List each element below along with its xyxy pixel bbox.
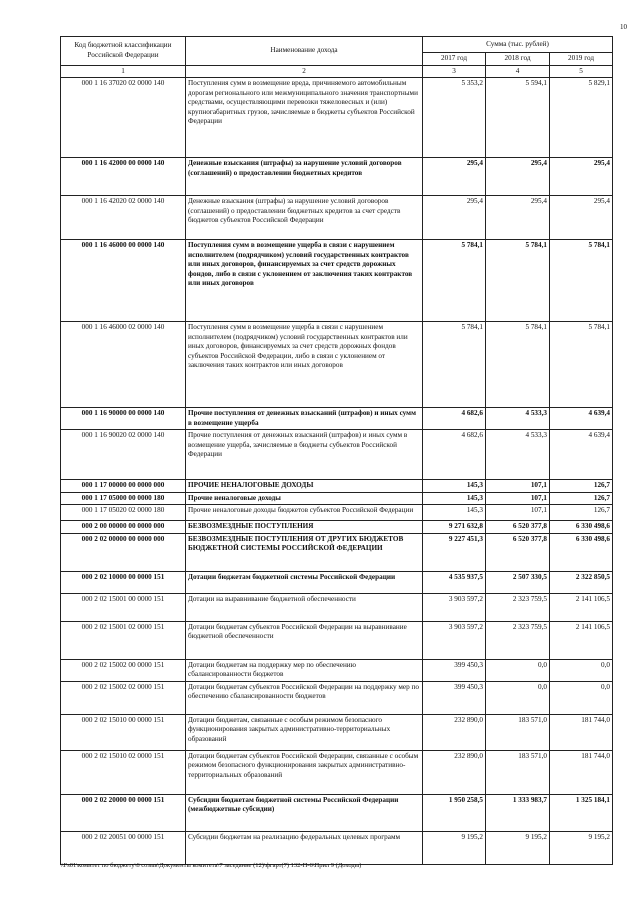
table-row (61, 158, 613, 196)
code-cell: 000 2 02 15001 02 0000 151 (61, 621, 186, 659)
col-number-4: 4 (486, 65, 550, 78)
code-cell: 000 2 02 15010 00 0000 151 (61, 714, 186, 750)
value-2018-cell: 5 594,1 (486, 78, 550, 158)
value-2017-cell: 9 271 632,8 (423, 521, 486, 534)
value-2018-cell: 107,1 (486, 505, 550, 521)
value-2017-cell: 3 903 597,2 (423, 593, 486, 621)
name-cell: Прочие неналоговые доходы (186, 492, 423, 505)
code-cell: 000 2 02 15010 02 0000 151 (61, 750, 186, 794)
name-cell: Поступления сумм в возмещение ущерба в связи с нарушением исполнителем (подрядчиком) условий государственных контрактов или иных договоров, финансируемых за счет средств дорожных фондов субъектов Российской Федерации, либо в связи с уклонением от заключения таких контрактов или иных договоров (186, 322, 423, 408)
code-cell: 000 2 02 10000 00 0000 151 (61, 571, 186, 593)
col-number-3: 3 (423, 65, 486, 78)
value-2019-cell: 295,4 (550, 196, 613, 240)
value-2018-cell: 9 195,2 (486, 831, 550, 864)
value-2017-cell: 5 784,1 (423, 322, 486, 408)
name-cell: БЕЗВОЗМЕЗДНЫЕ ПОСТУПЛЕНИЯ (186, 521, 423, 534)
value-2018-cell: 183 571,0 (486, 714, 550, 750)
value-2019-cell: 126,7 (550, 505, 613, 521)
value-2019-cell: 0,0 (550, 681, 613, 714)
value-2017-cell: 145,3 (423, 480, 486, 493)
value-2019-cell: 295,4 (550, 158, 613, 196)
value-2017-cell: 295,4 (423, 158, 486, 196)
value-2019-cell: 6 330 498,6 (550, 533, 613, 571)
table-row (61, 505, 613, 521)
value-2018-cell: 2 507 330,5 (486, 571, 550, 593)
code-cell: 000 2 00 00000 00 0000 000 (61, 521, 186, 534)
code-cell: 000 1 16 90020 02 0000 140 (61, 430, 186, 480)
name-cell: ПРОЧИЕ НЕНАЛОГОВЫЕ ДОХОДЫ (186, 480, 423, 493)
value-2017-cell: 232 890,0 (423, 714, 486, 750)
value-2017-cell: 1 950 258,5 (423, 794, 486, 831)
value-2019-cell: 181 744,0 (550, 750, 613, 794)
col-number-2: 2 (186, 65, 423, 78)
col-number-5: 5 (550, 65, 613, 78)
value-2018-cell: 107,1 (486, 492, 550, 505)
value-2017-cell: 4 682,6 (423, 430, 486, 480)
value-2019-cell: 6 330 498,6 (550, 521, 613, 534)
value-2019-cell: 2 141 106,5 (550, 593, 613, 621)
value-2018-cell: 6 520 377,8 (486, 533, 550, 571)
header-year-2019: 2019 год (550, 53, 613, 66)
table-row (61, 196, 613, 240)
table-row (61, 681, 613, 714)
table-row (61, 430, 613, 480)
code-cell: 000 1 16 42020 02 0000 140 (61, 196, 186, 240)
code-cell: 000 2 02 15002 00 0000 151 (61, 659, 186, 681)
name-cell: Прочие неналоговые доходы бюджетов субъектов Российской Федерации (186, 505, 423, 521)
code-cell: 000 1 17 05020 02 0000 180 (61, 505, 186, 521)
table-row (61, 794, 613, 831)
table-row (61, 240, 613, 322)
value-2019-cell: 126,7 (550, 480, 613, 493)
code-cell: 000 1 16 46000 02 0000 140 (61, 322, 186, 408)
value-2019-cell: 9 195,2 (550, 831, 613, 864)
value-2017-cell: 232 890,0 (423, 750, 486, 794)
code-cell: 000 2 02 20051 00 0000 151 (61, 831, 186, 864)
value-2019-cell: 5 784,1 (550, 322, 613, 408)
value-2017-cell: 295,4 (423, 196, 486, 240)
value-2017-cell: 399 450,3 (423, 681, 486, 714)
value-2018-cell: 295,4 (486, 158, 550, 196)
table-row (61, 408, 613, 430)
table-row (61, 593, 613, 621)
value-2018-cell: 2 323 759,5 (486, 621, 550, 659)
value-2019-cell: 2 322 850,5 (550, 571, 613, 593)
value-2018-cell: 295,4 (486, 196, 550, 240)
table-row (61, 480, 613, 493)
code-cell: 000 2 02 20000 00 0000 151 (61, 794, 186, 831)
header-name: Наименование дохода (186, 37, 423, 66)
value-2018-cell: 0,0 (486, 681, 550, 714)
value-2019-cell: 181 744,0 (550, 714, 613, 750)
code-cell: 000 1 16 46000 00 0000 140 (61, 240, 186, 322)
value-2019-cell: 1 325 184,1 (550, 794, 613, 831)
value-2019-cell: 4 639,4 (550, 430, 613, 480)
value-2017-cell: 145,3 (423, 492, 486, 505)
value-2019-cell: 0,0 (550, 659, 613, 681)
revenue-table (60, 36, 613, 865)
table-row (61, 621, 613, 659)
value-2017-cell: 5 353,2 (423, 78, 486, 158)
table-row (61, 714, 613, 750)
table-row (61, 492, 613, 505)
table-row (61, 831, 613, 864)
value-2019-cell: 5 829,1 (550, 78, 613, 158)
value-2017-cell: 399 450,3 (423, 659, 486, 681)
table-row (61, 750, 613, 794)
value-2018-cell: 2 323 759,5 (486, 593, 550, 621)
code-cell: 000 1 16 42000 00 0000 140 (61, 158, 186, 196)
name-cell: Дотации бюджетам на поддержку мер по обеспечению сбалансированности бюджетов (186, 659, 423, 681)
code-cell: 000 1 16 37020 02 0000 140 (61, 78, 186, 158)
name-cell: Субсидии бюджетам на реализацию федеральных целевых программ (186, 831, 423, 864)
name-cell: Денежные взыскания (штрафы) за нарушение условий договоров (соглашений) о предоставлении бюджетных кредитов (186, 158, 423, 196)
name-cell: Дотации бюджетам субъектов Российской Федерации на поддержку мер по обеспечению сбалансированности бюджетов (186, 681, 423, 714)
value-2017-cell: 9 227 451,3 (423, 533, 486, 571)
value-2018-cell: 0,0 (486, 659, 550, 681)
value-2017-cell: 3 903 597,2 (423, 621, 486, 659)
name-cell: Дотации бюджетам бюджетной системы Российской Федерации (186, 571, 423, 593)
code-cell: 000 1 17 00000 00 0000 000 (61, 480, 186, 493)
table-row (61, 571, 613, 593)
value-2017-cell: 145,3 (423, 505, 486, 521)
value-2018-cell: 183 571,0 (486, 750, 550, 794)
value-2017-cell: 4 535 937,5 (423, 571, 486, 593)
name-cell: Дотации бюджетам субъектов Российской Федерации на выравнивание бюджетной обеспеченности (186, 621, 423, 659)
table-row (61, 533, 613, 571)
value-2019-cell: 126,7 (550, 492, 613, 505)
name-cell: Субсидии бюджетам бюджетной системы Российской Федерации (межбюджетные субсидии) (186, 794, 423, 831)
header-year-2017: 2017 год (423, 53, 486, 66)
col-number-1: 1 (61, 65, 186, 78)
value-2018-cell: 5 784,1 (486, 240, 550, 322)
page-number: 10 (620, 23, 627, 31)
name-cell: Дотации бюджетам, связанные с особым режимом безопасного функционирования закрытых административно-территориальных образований (186, 714, 423, 750)
value-2018-cell: 4 533,3 (486, 430, 550, 480)
value-2018-cell: 5 784,1 (486, 322, 550, 408)
value-2018-cell: 1 333 983,7 (486, 794, 550, 831)
value-2019-cell: 2 141 106,5 (550, 621, 613, 659)
value-2018-cell: 4 533,3 (486, 408, 550, 430)
value-2019-cell: 5 784,1 (550, 240, 613, 322)
name-cell: Прочие поступления от денежных взысканий (штрафов) и иных сумм в возмещение ущерба, зачисляемые в бюджеты субъектов Российской Федерации (186, 430, 423, 480)
name-cell: Денежные взыскания (штрафы) за нарушение условий договоров (соглашений) о предоставлении бюджетных кредитов за счет средств бюджетов субъектов Российской Федерации (186, 196, 423, 240)
code-cell: 000 2 02 15001 00 0000 151 (61, 593, 186, 621)
header-code: Код бюджетной классификации Российской Федерации (61, 37, 186, 66)
code-cell: 000 2 02 15002 02 0000 151 (61, 681, 186, 714)
value-2017-cell: 5 784,1 (423, 240, 486, 322)
value-2019-cell: 4 639,4 (550, 408, 613, 430)
name-cell: Дотации на выравнивание бюджетной обеспеченности (186, 593, 423, 621)
code-cell: 000 1 17 05000 00 0000 180 (61, 492, 186, 505)
table-row (61, 322, 613, 408)
value-2018-cell: 107,1 (486, 480, 550, 493)
name-cell: БЕЗВОЗМЕЗДНЫЕ ПОСТУПЛЕНИЯ ОТ ДРУГИХ БЮДЖЕТОВ БЮДЖЕТНОЙ СИСТЕМЫ РОССИЙСКОЙ ФЕДЕРАЦИИ (186, 533, 423, 571)
header-sum: Сумма (тыс. рублей) (423, 37, 613, 53)
code-cell: 000 2 02 00000 00 0000 000 (61, 533, 186, 571)
name-cell: Поступления сумм в возмещение вреда, причиняемого автомобильным дорогам регионального или межмуниципального значения транспортными средствами, осуществляющими перевозки тяжеловесных и (или) крупногабаритных грузов, зачисляемые в бюджеты субъектов Российской Федерации (186, 78, 423, 158)
code-cell: 000 1 16 90000 00 0000 140 (61, 408, 186, 430)
name-cell: Прочие поступления от денежных взысканий (штрафов) и иных сумм в возмещение ущерба (186, 408, 423, 430)
file-path-footer: \\Fs01\комитет по бюджету\6 созыв\Документы комитета\7 заседание (12)\фгарт(7) 132-П-6\Прил 9 (Доходы) (60, 862, 362, 869)
value-2018-cell: 6 520 377,8 (486, 521, 550, 534)
table-row (61, 521, 613, 534)
name-cell: Поступления сумм в возмещение ущерба в связи с нарушением исполнителем (подрядчиком) условий государственных контрактов или иных договоров, финансируемых за счет средств дорожных фондов, либо в связи с уклонением от заключения таких контрактов или иных договоров (186, 240, 423, 322)
value-2017-cell: 4 682,6 (423, 408, 486, 430)
value-2017-cell: 9 195,2 (423, 831, 486, 864)
name-cell: Дотации бюджетам субъектов Российской Федерации, связанные с особым режимом безопасного функционирования закрытых административно-территориальных образований (186, 750, 423, 794)
table-row (61, 659, 613, 681)
header-year-2018: 2018 год (486, 53, 550, 66)
table-row (61, 78, 613, 158)
